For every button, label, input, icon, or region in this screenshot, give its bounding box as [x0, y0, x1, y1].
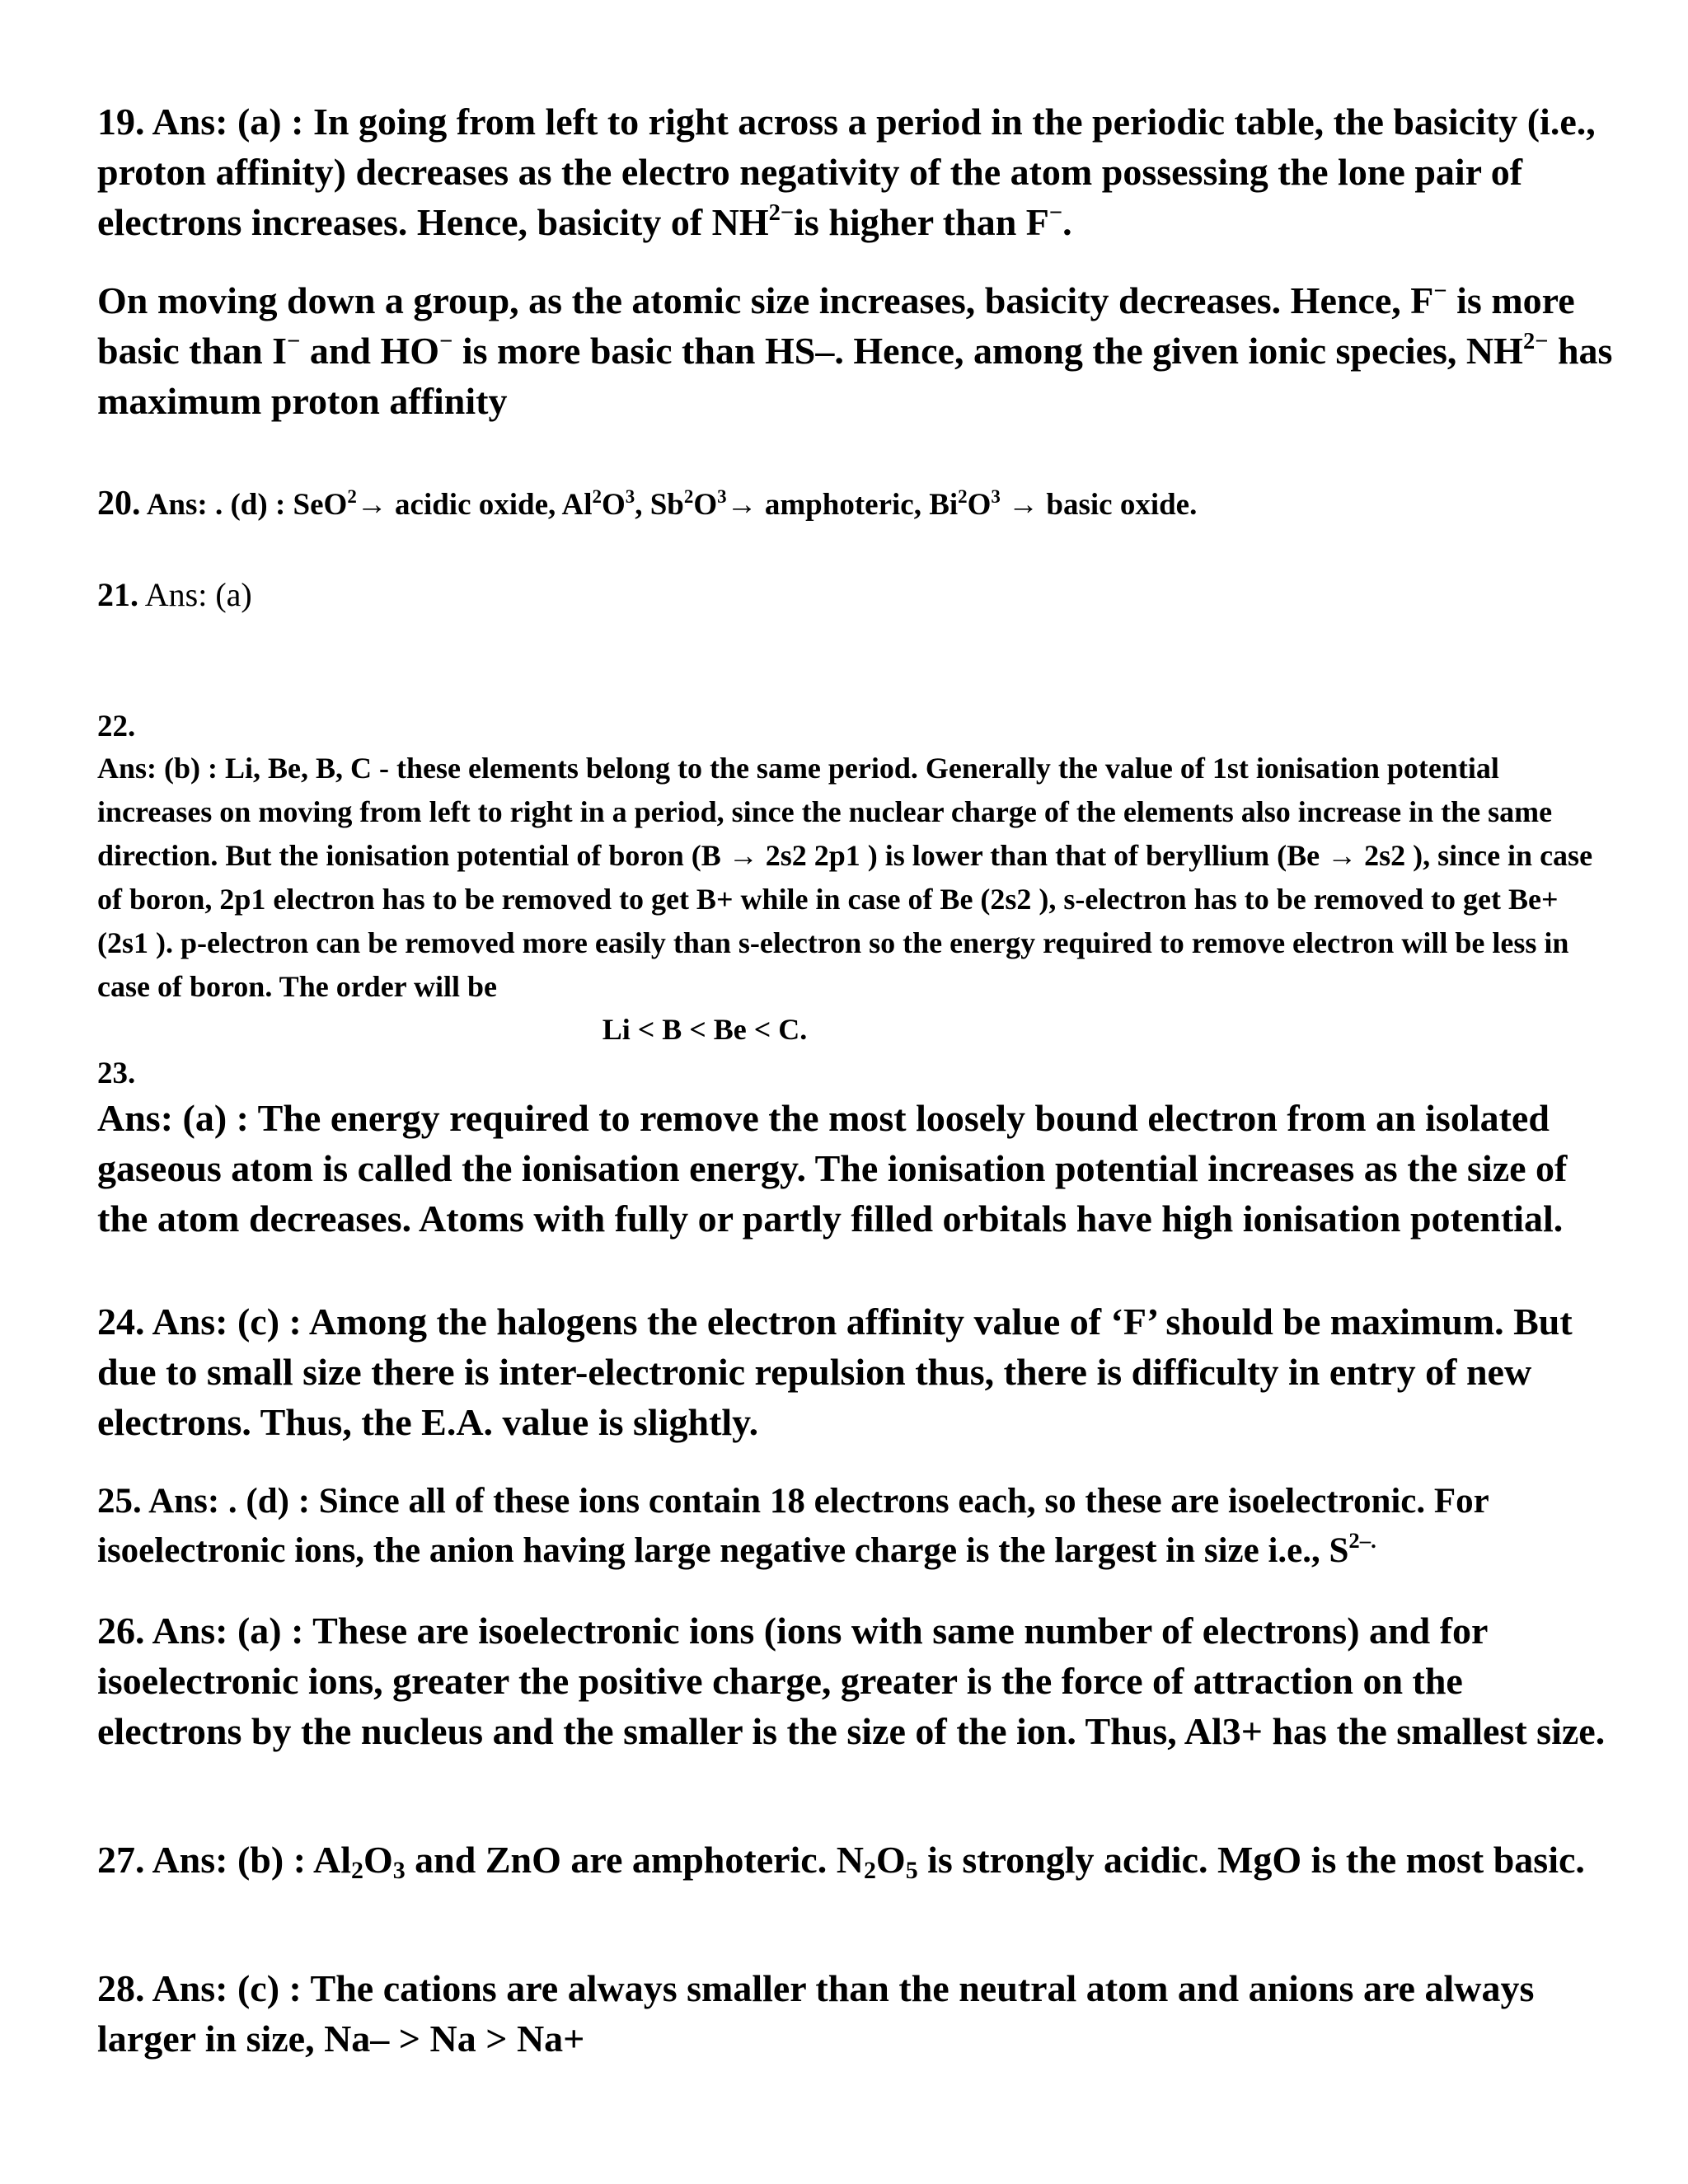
answer-23-text: Ans: (a) : The energy required to remove the most loosely bound electron from an isolated gaseous atom is called the ionisation energy. The ionisation potential increases as the size of the atom decreases. Atoms with fully or partly filled orbitals have high ionisation potential. [97, 1097, 1568, 1240]
answer-19-text: On moving down a group, as the atomic size increases, basicity decreases. Hence, F [97, 279, 1434, 321]
answer-21-number: 21. [97, 576, 138, 613]
answer-26: 26. Ans: (a) : These are isoelectronic ions (ions with same number of electrons) and for isoelectronic ions, greater the positive charge, greater is the force of attraction on the electrons by the nucleus and the smaller is the size of the ion. Thus, Al3+ has the smallest size. [97, 1610, 1606, 1752]
answer-27-text: O [875, 1839, 906, 1881]
answer-28: 28. Ans: (c) : The cations are always smaller than the neutral atom and anions are always larger in size, Na– > Na > Na+ [97, 1967, 1535, 2060]
superscript: 3 [717, 485, 727, 507]
answer-27-text: and ZnO are amphoteric. N [405, 1839, 864, 1881]
superscript: 2− [768, 200, 795, 227]
answer-24: 24. Ans: (c) : Among the halogens the electron affinity value of ‘F’ should be maximum. But due to small size there is inter-electronic repulsion thus, there is difficulty in entry of new electrons. Thus, the E.A. value is slightly. [97, 1301, 1573, 1443]
superscript: 2 [347, 485, 357, 507]
answer-20-text: → basic oxide. [1000, 488, 1198, 522]
answer-27-text: 27. Ans: (b) : Al [97, 1839, 351, 1881]
answer-27 [97, 1835, 1614, 1885]
answer-25-text: 25. Ans: . (d) : Since all of these ions contain 18 electrons each, so these are isoelectronic. For isoelectronic ions, the anion having large negative charge is the largest in size i.e., S [97, 1482, 1489, 1570]
answer-22-text: Ans: (b) : Li, Be, B, C - these elements belong to the same period. Generally the value of 1st ionisation potential increases on moving from left to right in a period, since the nuclear charge of the elements also increase in the same direction. But the ionisation potential of boron (B → 2s2 2p1 ) is lower than that of beryllium (Be → 2s2 ), since in case of boron, 2p1 electron has to be removed to get B+ while in case of Be (2s2 ), s-electron has to be removed to get Be+ (2s1 ). p-electron can be removed more easily than s-electron so the energy required to remove electron will be less in case of boron. The order will be [97, 752, 1593, 1003]
answer-19-text: is more basic than HS–. Hence, among the given ionic species, NH [452, 330, 1523, 372]
subscript: 3 [392, 1856, 406, 1884]
answer-19-paragraph-1 [97, 96, 1614, 247]
answer-23-number: 23. [97, 1057, 136, 1090]
answer-20-text: O [693, 488, 718, 522]
answer-20 [97, 482, 1614, 527]
superscript: 2− [1522, 329, 1549, 355]
answer-20-text: , Sb [635, 488, 684, 522]
answer-19-lead: 19. Ans: (a) : [97, 101, 313, 143]
answer-20-text: O [967, 488, 992, 522]
superscript: 3 [625, 485, 635, 507]
superscript: 2 [958, 485, 968, 507]
answer-20-text: → acidic oxide, Al [356, 488, 593, 522]
answer-27-text: is strongly acidic. MgO is the most basic. [917, 1839, 1585, 1881]
answer-19-text: is more basic than I [97, 279, 1575, 372]
superscript: − [287, 329, 301, 355]
superscript: − [1433, 279, 1447, 305]
answer-22-number: 22. [97, 710, 136, 743]
superscript: − [1048, 200, 1063, 227]
answer-20-text: → amphoteric, Bi [726, 488, 959, 522]
superscript: 3 [991, 485, 1001, 507]
superscript: 2 [683, 485, 694, 507]
answer-21-text: Ans: (a) [138, 576, 252, 613]
answer-20-number: 20. [97, 485, 141, 523]
superscript: − [439, 329, 453, 355]
subscript: 5 [905, 1856, 918, 1884]
superscript: 2–. [1348, 1528, 1376, 1554]
subscript: 2 [350, 1856, 363, 1884]
answer-19-text: In going from left to right across a period in the periodic table, the basicity (i.e., proton affinity) decreases as the electro negativity of the atom possessing the lone pair of electrons increases. Hence, basicity of NH [97, 101, 1596, 243]
answer-20-text: Ans: . (d) : SeO [140, 488, 348, 522]
answer-27-text: O [363, 1839, 393, 1881]
answer-19-text: has maximum proton affinity [97, 330, 1613, 422]
answer-20-text: O [601, 488, 626, 522]
answer-19-paragraph-2 [97, 275, 1614, 426]
answer-19-text: is higher than F [794, 201, 1049, 243]
superscript: 2 [592, 485, 602, 507]
answer-21 [97, 573, 1614, 616]
subscript: 2 [863, 1856, 876, 1884]
answer-25 [97, 1477, 1614, 1576]
answer-19-text: . [1062, 201, 1072, 243]
answer-22-order: Li < B < Be < C. [602, 1013, 808, 1046]
answer-19-text: and HO [300, 330, 440, 372]
